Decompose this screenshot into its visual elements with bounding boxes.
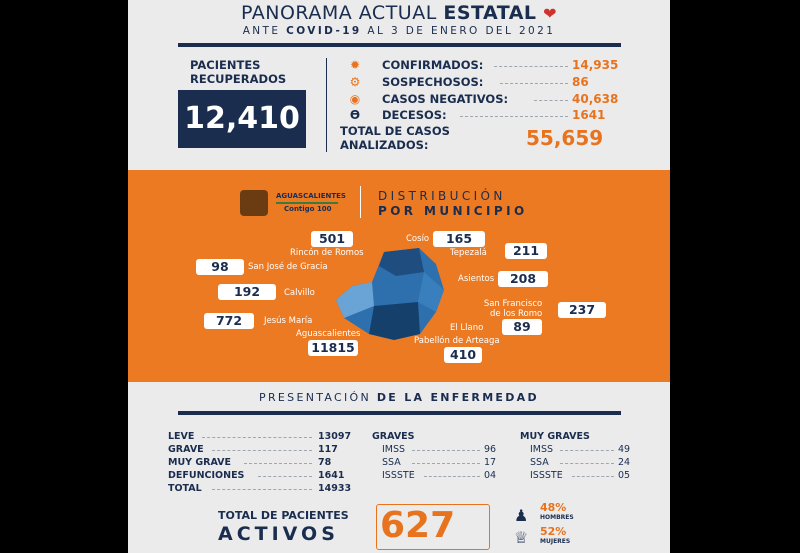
dots (424, 476, 480, 477)
municipality-value: 237 (558, 302, 606, 318)
municipality-label: Jesús María (264, 316, 313, 326)
active-label (218, 509, 349, 545)
municipality-label: Aguascalientes (296, 329, 361, 339)
muy-graves-label: ISSSTE (530, 470, 563, 481)
recovered-label-line2: RECUPERADOS (190, 72, 287, 86)
presentation-title-bold: DE LA ENFERMEDAD (376, 391, 539, 404)
muy-graves-value: 05 (618, 470, 631, 481)
title-light: PANORAMA ACTUAL (241, 2, 437, 24)
muy-graves-row (520, 470, 640, 483)
suspect-icon: ⚙ (349, 75, 361, 89)
stat-suspects (382, 75, 622, 91)
dots (572, 476, 614, 477)
municipality-value: 501 (311, 231, 353, 247)
top-rule (178, 43, 621, 47)
dots (460, 116, 568, 117)
distribution-title-line2: POR MUNICIPIO (378, 204, 528, 218)
graves-label: IMSS (382, 444, 406, 455)
muy-graves-value: 49 (618, 444, 631, 455)
dots (244, 463, 312, 464)
men-stat (540, 503, 574, 523)
dots (212, 489, 312, 490)
recovered-label (190, 58, 286, 86)
stats-divider (326, 58, 327, 152)
muy-graves-row (520, 444, 640, 457)
distribution-panel (128, 170, 670, 382)
gov-logo (276, 192, 346, 214)
municipality-label: San José de Gracia (248, 262, 328, 272)
muy-graves-title: MUY GRAVES (520, 431, 590, 442)
municipality-label: Calvillo (284, 288, 315, 298)
municipality-label (478, 299, 542, 319)
total-analyzed-line2: ANALIZADOS: (340, 138, 429, 152)
graves-label: SSA (382, 457, 401, 468)
active-label-line2: ACTIVOS (218, 523, 339, 545)
summary-value: 78 (318, 457, 332, 468)
ribbon-icon: Ө (349, 108, 361, 122)
stat-negatives (382, 92, 622, 108)
summary-value: 117 (318, 444, 338, 455)
dots (202, 437, 312, 438)
summary-row (168, 457, 352, 470)
graves-value: 17 (484, 457, 497, 468)
dots (412, 450, 480, 451)
logo-line2: Contigo (284, 205, 315, 213)
women-stat (540, 527, 570, 547)
graves-value: 96 (484, 444, 497, 455)
stat-value: 86 (572, 75, 589, 89)
active-label-line1: TOTAL DE PACIENTES (218, 509, 349, 522)
stat-label: DECESOS: (382, 108, 447, 122)
summary-label: LEVE (168, 431, 195, 442)
dots (560, 450, 614, 451)
men-label: HOMBRES (540, 514, 574, 521)
page-subtitle (128, 25, 670, 37)
municipality-value: 89 (502, 319, 542, 335)
woman-icon: ♕ (514, 528, 529, 547)
graves-row (372, 457, 502, 470)
municipality-value: 211 (505, 243, 547, 259)
stat-label: SOSPECHOSOS: (382, 75, 484, 89)
logo-divider (360, 186, 361, 218)
subtitle-post: AL 3 DE ENERO DEL 2021 (367, 25, 556, 37)
summary-label: TOTAL (168, 483, 202, 494)
logo-stripe (276, 202, 338, 204)
sf-line1: San Francisco (483, 299, 543, 309)
man-icon: ♟ (514, 506, 529, 525)
poster (128, 0, 670, 553)
women-pct: 52% (540, 525, 567, 538)
summary-row (168, 444, 352, 457)
state-seal-icon (240, 190, 268, 216)
stat-value: 40,638 (572, 92, 619, 106)
presentation-title-light: PRESENTACIÓN (259, 391, 372, 404)
heart-hands-icon: ❤ (543, 4, 557, 23)
dots (258, 476, 312, 477)
graves-row (372, 470, 502, 483)
total-analyzed-line1: TOTAL DE CASOS (340, 124, 450, 138)
summary-row (168, 483, 352, 496)
presentation-title (128, 391, 670, 404)
municipality-value: 11815 (308, 340, 358, 356)
summary-label: DEFUNCIONES (168, 470, 245, 481)
stat-confirmed (382, 58, 622, 74)
logo-line3: 100 (316, 205, 332, 213)
summary-row (168, 470, 352, 483)
summary-label: MUY GRAVE (168, 457, 232, 468)
stat-deaths (382, 108, 622, 124)
men-pct: 48% (540, 501, 567, 514)
municipality-value: 165 (433, 231, 485, 247)
stat-value: 14,935 (572, 58, 619, 72)
sf-line2: de los Romo (490, 309, 543, 319)
dots (560, 463, 614, 464)
municipality-label: Tepezalá (450, 248, 487, 258)
virus-icon: ✹ (349, 58, 361, 72)
municipality-label: El Llano (450, 323, 484, 333)
subtitle-pre: ANTE (242, 25, 281, 37)
municipality-value: 410 (444, 347, 482, 363)
dots (412, 463, 480, 464)
title-bold: ESTATAL (443, 2, 537, 24)
municipality-label: Pabellón de Arteaga (414, 336, 500, 346)
municipality-value: 192 (218, 284, 276, 300)
dots (534, 100, 568, 101)
stat-value: 1641 (572, 108, 606, 122)
subtitle-bold: COVID-19 (286, 25, 362, 37)
mask-icon: ◉ (349, 92, 361, 106)
municipality-value: 772 (204, 313, 254, 329)
summary-row (168, 431, 352, 444)
municipality-label: Cosío (406, 234, 430, 244)
municipality-value: 98 (196, 259, 244, 275)
recovered-label-line1: PACIENTES (190, 58, 261, 72)
muy-graves-value: 24 (618, 457, 631, 468)
graves-title: GRAVES (372, 431, 415, 442)
summary-value: 14933 (318, 483, 352, 494)
muy-graves-row (520, 457, 640, 470)
recovered-value: 12,410 (178, 90, 306, 148)
distribution-title-line1: DISTRIBUCIÓN (378, 189, 506, 203)
graves-value: 04 (484, 470, 497, 481)
active-value: 627 (380, 505, 456, 546)
stat-label: CONFIRMADOS: (382, 58, 484, 72)
summary-value: 13097 (318, 431, 352, 442)
presentation-rule (178, 411, 621, 415)
municipality-label: Rincón de Romos (290, 248, 364, 258)
map-south-region (369, 302, 420, 340)
stat-label: CASOS NEGATIVOS: (382, 92, 509, 106)
muy-graves-label: IMSS (530, 444, 554, 455)
summary-label: GRAVE (168, 444, 204, 455)
page-title (128, 2, 670, 24)
muy-graves-label: SSA (530, 457, 549, 468)
municipality-value: 208 (498, 271, 548, 287)
logo-line1: AGUASCALIENTES (276, 192, 346, 200)
municipality-label: Asientos (458, 274, 495, 284)
dots (494, 66, 568, 67)
graves-label: ISSSTE (382, 470, 415, 481)
summary-value: 1641 (318, 470, 345, 481)
total-analyzed-value: 55,659 (526, 126, 604, 150)
women-label: MUJERES (540, 538, 571, 545)
dots (500, 83, 568, 84)
distribution-title (378, 189, 528, 219)
dots (212, 450, 312, 451)
total-analyzed-label (340, 124, 450, 152)
graves-row (372, 444, 502, 457)
